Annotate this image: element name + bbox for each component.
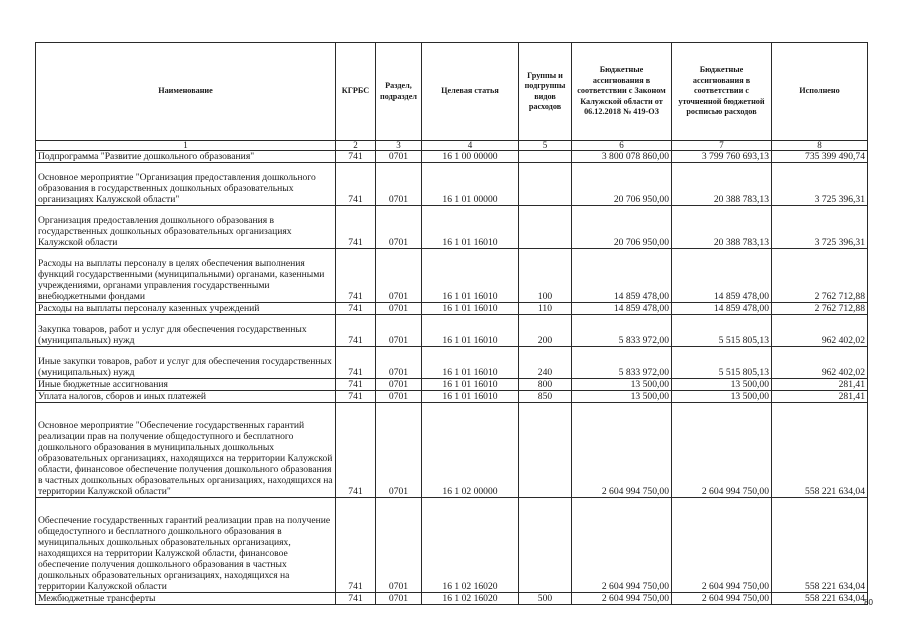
table-row — [36, 391, 868, 403]
column-number: 3 — [376, 141, 422, 151]
table-row — [36, 379, 868, 391]
column-number: 4 — [422, 141, 519, 151]
header-section: Раздел, подраздел — [376, 43, 422, 141]
column-number: 6 — [572, 141, 672, 151]
table-cell-kgrbs: 741 — [336, 498, 376, 593]
table-cell-name: Расходы на выплаты персоналу казенных учреждений — [36, 303, 336, 315]
table-row — [36, 498, 868, 593]
table-cell-law: 13 500,00 — [572, 379, 672, 391]
table-cell-group: 240 — [519, 347, 572, 379]
table-cell-refined: 5 515 805,13 — [672, 315, 772, 347]
table-cell-group — [519, 498, 572, 593]
table-cell-group: 850 — [519, 391, 572, 403]
header-target: Целевая статья — [422, 43, 519, 141]
table-cell-executed: 3 725 396,31 — [772, 163, 868, 206]
table-cell-refined: 3 799 760 693,13 — [672, 151, 772, 163]
table-cell-section: 0701 — [376, 315, 422, 347]
table-cell-kgrbs: 741 — [336, 163, 376, 206]
table-cell-section: 0701 — [376, 163, 422, 206]
column-number: 7 — [672, 141, 772, 151]
table-cell-kgrbs: 741 — [336, 347, 376, 379]
table-cell-target: 16 1 02 16020 — [422, 498, 519, 593]
table-row — [36, 151, 868, 163]
table-cell-name: Организация предоставления дошкольного образования в государственных дошкольных образовательных организациях Калужской области — [36, 206, 336, 249]
table-cell-group: 800 — [519, 379, 572, 391]
table-cell-section: 0701 — [376, 593, 422, 605]
table-cell-section: 0701 — [376, 206, 422, 249]
table-cell-target: 16 1 00 00000 — [422, 151, 519, 163]
table-cell-kgrbs: 741 — [336, 206, 376, 249]
table-cell-name: Закупка товаров, работ и услуг для обеспечения государственных (муниципальных) нужд — [36, 315, 336, 347]
table-cell-law: 20 706 950,00 — [572, 206, 672, 249]
table-cell-name: Подпрограмма "Развитие дошкольного образования" — [36, 151, 336, 163]
table-cell-section: 0701 — [376, 403, 422, 498]
table-cell-executed: 2 762 712,88 — [772, 249, 868, 303]
table-cell-executed: 558 221 634,04 — [772, 498, 868, 593]
table-cell-group: 200 — [519, 315, 572, 347]
table-cell-refined: 20 388 783,13 — [672, 206, 772, 249]
table-cell-law: 2 604 994 750,00 — [572, 498, 672, 593]
table-cell-name: Иные бюджетные ассигнования — [36, 379, 336, 391]
table-cell-refined: 14 859 478,00 — [672, 303, 772, 315]
column-number: 8 — [772, 141, 868, 151]
table-cell-law: 5 833 972,00 — [572, 347, 672, 379]
table-cell-kgrbs: 741 — [336, 315, 376, 347]
header-executed: Исполнено — [772, 43, 868, 141]
table-cell-executed: 281,41 — [772, 391, 868, 403]
budget-table — [35, 42, 868, 605]
table-cell-law: 13 500,00 — [572, 391, 672, 403]
table-row — [36, 593, 868, 605]
table-cell-section: 0701 — [376, 151, 422, 163]
column-number: 2 — [336, 141, 376, 151]
table-cell-executed: 735 399 490,74 — [772, 151, 868, 163]
table-cell-kgrbs: 741 — [336, 379, 376, 391]
table-cell-target: 16 1 01 16010 — [422, 347, 519, 379]
table-cell-group: 110 — [519, 303, 572, 315]
table-cell-target: 16 1 01 16010 — [422, 379, 519, 391]
table-cell-executed: 3 725 396,31 — [772, 206, 868, 249]
table-cell-section: 0701 — [376, 347, 422, 379]
header-refined: Бюджетные ассигнования в соответствии с уточненной бюджетной росписью расходов — [672, 43, 772, 141]
table-cell-group — [519, 403, 572, 498]
table-cell-target: 16 1 01 16010 — [422, 315, 519, 347]
table-cell-target: 16 1 01 16010 — [422, 303, 519, 315]
table-cell-law: 2 604 994 750,00 — [572, 593, 672, 605]
table-cell-target: 16 1 01 16010 — [422, 206, 519, 249]
table-cell-refined: 2 604 994 750,00 — [672, 403, 772, 498]
page-number: 80 — [864, 598, 873, 607]
table-cell-refined: 14 859 478,00 — [672, 249, 772, 303]
table-cell-refined: 5 515 805,13 — [672, 347, 772, 379]
table-row — [36, 303, 868, 315]
table-cell-name: Основное мероприятие "Обеспечение государственных гарантий реализации прав на получение общедоступного и бесплатного дошкольного образования в муниципальных дошкольных образовательных организациях, находящихся на территории Калужской области, финансовое обеспечение получения дошкольного образования в частных дошкольных образовательных организациях, находящихся на территории Калужской области" — [36, 403, 336, 498]
table-cell-name: Расходы на выплаты персоналу в целях обеспечения выполнения функций государственными (муниципальными) органами, казенными учреждениями, органами управления государственными внебюджетными фондами — [36, 249, 336, 303]
header-name: Наименование — [36, 43, 336, 141]
table-cell-group — [519, 206, 572, 249]
header-kgrbs: КГРБС — [336, 43, 376, 141]
column-number: 5 — [519, 141, 572, 151]
table-cell-law: 14 859 478,00 — [572, 249, 672, 303]
table-cell-law: 14 859 478,00 — [572, 303, 672, 315]
table-row — [36, 163, 868, 206]
table-cell-executed: 2 762 712,88 — [772, 303, 868, 315]
table-cell-kgrbs: 741 — [336, 249, 376, 303]
table-row — [36, 403, 868, 498]
table-row — [36, 347, 868, 379]
table-cell-target: 16 1 01 16010 — [422, 249, 519, 303]
table-cell-target: 16 1 01 00000 — [422, 163, 519, 206]
table-cell-executed: 558 221 634,04 — [772, 403, 868, 498]
table-cell-refined: 13 500,00 — [672, 391, 772, 403]
table-cell-name: Иные закупки товаров, работ и услуг для обеспечения государственных (муниципальных) нужд — [36, 347, 336, 379]
table-cell-law: 5 833 972,00 — [572, 315, 672, 347]
column-number: 1 — [36, 141, 336, 151]
table-row — [36, 206, 868, 249]
table-cell-kgrbs: 741 — [336, 593, 376, 605]
table-cell-law: 2 604 994 750,00 — [572, 403, 672, 498]
table-cell-law: 3 800 078 860,00 — [572, 151, 672, 163]
table-cell-law: 20 706 950,00 — [572, 163, 672, 206]
table-row — [36, 249, 868, 303]
table-row — [36, 315, 868, 347]
table-cell-target: 16 1 02 16020 — [422, 593, 519, 605]
table-cell-refined: 20 388 783,13 — [672, 163, 772, 206]
table-cell-refined: 2 604 994 750,00 — [672, 498, 772, 593]
table-cell-section: 0701 — [376, 303, 422, 315]
table-cell-section: 0701 — [376, 379, 422, 391]
table-cell-kgrbs: 741 — [336, 151, 376, 163]
table-cell-executed: 962 402,02 — [772, 347, 868, 379]
table-cell-section: 0701 — [376, 249, 422, 303]
table-cell-group: 500 — [519, 593, 572, 605]
header-groups: Группы и подгруппы видов расходов — [519, 43, 572, 141]
header-row — [36, 43, 868, 141]
table-cell-target: 16 1 02 00000 — [422, 403, 519, 498]
table-cell-kgrbs: 741 — [336, 391, 376, 403]
table-cell-section: 0701 — [376, 391, 422, 403]
table-cell-refined: 2 604 994 750,00 — [672, 593, 772, 605]
table-cell-refined: 13 500,00 — [672, 379, 772, 391]
header-law: Бюджетные ассигнования в соответствии с Законом Калужской области от 06.12.2018 № 419-ОЗ — [572, 43, 672, 141]
table-cell-group — [519, 151, 572, 163]
table-cell-name: Обеспечение государственных гарантий реализации прав на получение общедоступного и бесплатного дошкольного образования в муниципальных дошкольных образовательных организациях, находящихся на территории Калужской области, финансовое обеспечение получения дошкольного образования в частных дошкольных образовательных организациях, находящихся на территории Калужской области — [36, 498, 336, 593]
column-number-row — [36, 141, 868, 151]
table-cell-executed: 962 402,02 — [772, 315, 868, 347]
table-cell-name: Основное мероприятие "Организация предоставления дошкольного образования в государственных дошкольных образовательных организациях Калужской области" — [36, 163, 336, 206]
table-cell-group: 100 — [519, 249, 572, 303]
table-cell-name: Уплата налогов, сборов и иных платежей — [36, 391, 336, 403]
table-cell-target: 16 1 01 16010 — [422, 391, 519, 403]
table-cell-section: 0701 — [376, 498, 422, 593]
table-cell-executed: 558 221 634,04 — [772, 593, 868, 605]
table-cell-kgrbs: 741 — [336, 403, 376, 498]
table-cell-executed: 281,41 — [772, 379, 868, 391]
table-cell-kgrbs: 741 — [336, 303, 376, 315]
table-cell-group — [519, 163, 572, 206]
table-cell-name: Межбюджетные трансферты — [36, 593, 336, 605]
